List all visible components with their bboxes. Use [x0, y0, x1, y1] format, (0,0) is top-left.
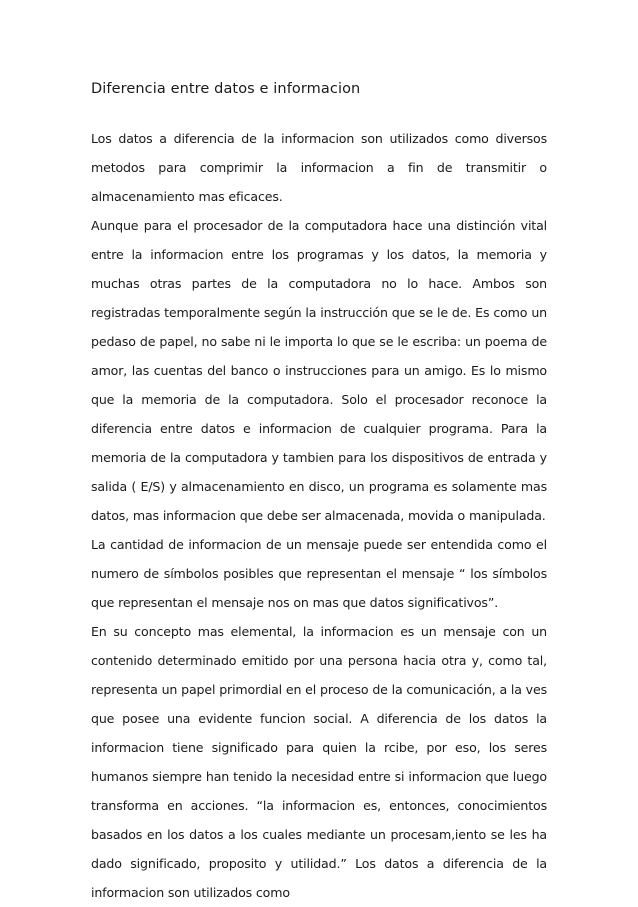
document-content	[91, 80, 547, 907]
paragraph: La cantidad de informacion de un mensaje puede ser entendida como el numero de símbolos posibles que representan el mensaje “ los símbolos que representan el mensaje nos on mas que datos significativos”.	[91, 537, 547, 610]
paragraph: Aunque para el procesador de la computadora hace una distinción vital entre la informacion entre los programas y los datos, la memoria y muchas otras partes de la computadora no lo hace. Ambos son registradas temporalmente según la instrucción que se le de. Es como un pedaso de papel, no sabe ni le importa lo que se le escriba: un poema de amor, las cuentas del banco o instrucciones para un amigo. Es lo mismo que la memoria de la computadora. Solo el procesador reconoce la diferencia entre datos e informacion de cualquier programa. Para la memoria de la computadora y tambien para los dispositivos de entrada y salida ( E/S) y almacenamiento en disco, un programa es solamente mas datos, mas informacion que debe ser almacenada, movida o manipulada.	[91, 218, 547, 523]
document-title: Diferencia entre datos e informacion	[91, 81, 361, 97]
paragraph: Los datos a diferencia de la informacion son utilizados como diversos metodos para comprimir la informacion a fin de transmitir o almacenamiento mas eficaces.	[91, 131, 547, 204]
paragraph: En su concepto mas elemental, la informacion es un mensaje con un contenido determinado emitido por una persona hacia otra y, como tal, representa un papel primordial en el proceso de la comunicación, a la ves que posee una evidente funcion social. A diferencia de los datos la informacion tiene significado para quien la rcibe, por eso, los seres humanos siempre han tenido la necesidad entre si informacion que luego transforma en acciones. “la informacion es, entonces, conocimientos basados en los datos a los cuales mediante un procesam,iento se les ha dado significado, proposito y utilidad.” Los datos a diferencia de la informacion son utilizados como	[91, 624, 547, 900]
document-body	[91, 124, 547, 907]
